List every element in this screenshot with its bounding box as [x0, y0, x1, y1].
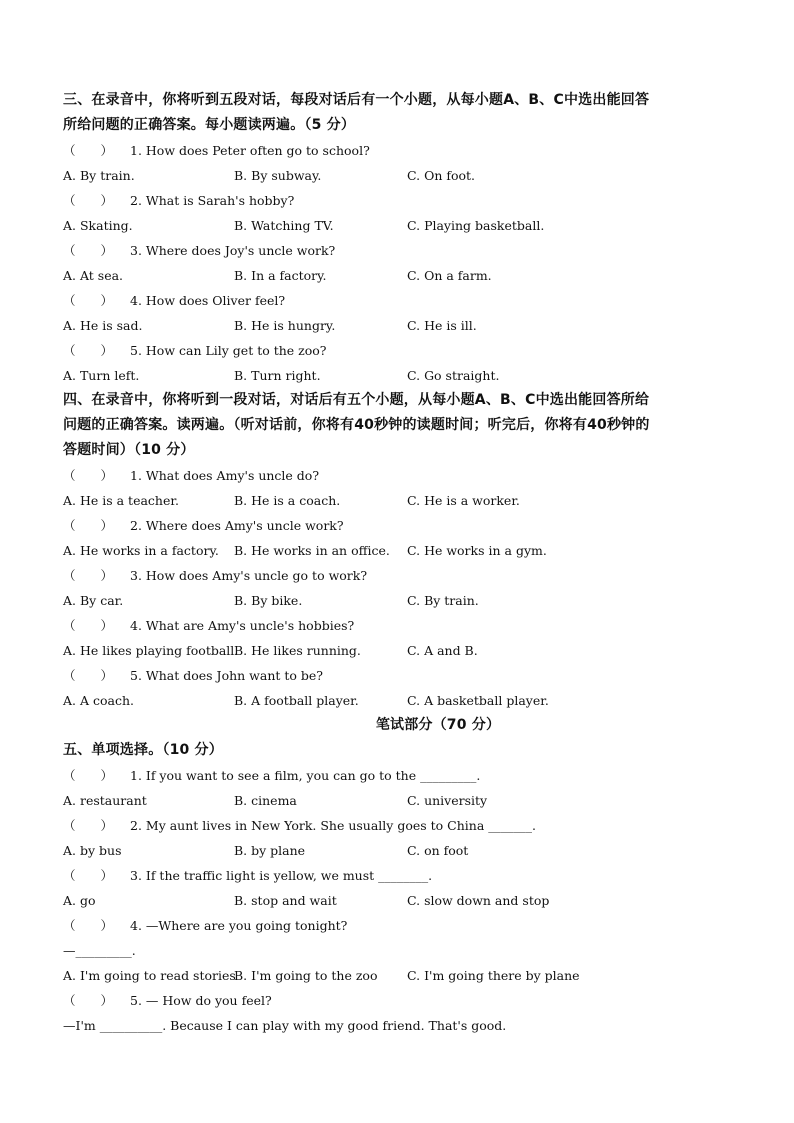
section-3 — [63, 88, 733, 388]
option-b: B. He likes running. — [234, 643, 361, 658]
option-c: C. I'm going there by plane — [407, 968, 580, 983]
option-a: A. restaurant — [63, 793, 147, 808]
question-stem: 1. If you want to see a film, you can go to the _________. — [130, 768, 481, 783]
answer-blank[interactable]: （ ） — [63, 243, 114, 258]
section-4-heading — [63, 388, 733, 463]
option-a: A. He is a teacher. — [63, 493, 179, 508]
option-a: A. I'm going to read stories — [63, 968, 236, 983]
question-stem: 3. If the traffic light is yellow, we must ________. — [130, 868, 433, 883]
question-item — [63, 463, 733, 513]
option-b: B. stop and wait — [234, 893, 337, 908]
option-c: C. slow down and stop — [407, 893, 550, 908]
question-item — [63, 188, 733, 238]
option-b: B. He is a coach. — [234, 493, 341, 508]
option-b: B. He is hungry. — [234, 318, 336, 333]
answer-blank[interactable]: （ ） — [63, 993, 114, 1008]
option-b: B. cinema — [234, 793, 297, 808]
question-stem: 1. How does Peter often go to school? — [130, 143, 370, 158]
answer-blank[interactable]: （ ） — [63, 768, 114, 783]
option-a: A. At sea. — [63, 268, 124, 283]
option-c: C. A basketball player. — [407, 693, 549, 708]
answer-blank[interactable]: （ ） — [63, 618, 114, 633]
option-c: C. On a farm. — [407, 268, 492, 283]
question-stem: 1. What does Amy's uncle do? — [130, 468, 320, 483]
option-b: B. In a factory. — [234, 268, 327, 283]
answer-blank[interactable]: （ ） — [63, 343, 114, 358]
answer-blank[interactable]: （ ） — [63, 468, 114, 483]
option-a: A. He works in a factory. — [63, 543, 219, 558]
option-c: C. A and B. — [407, 643, 478, 658]
option-a: A. He likes playing football. — [63, 643, 239, 658]
option-b: B. Watching TV. — [234, 218, 334, 233]
answer-blank[interactable]: （ ） — [63, 918, 114, 933]
option-c: C. He is ill. — [407, 318, 477, 333]
dialogue-reply: —I'm __________. Because I can play with my good friend. That's good. — [63, 1018, 507, 1033]
option-a: A. He is sad. — [63, 318, 143, 333]
dialogue-reply: —_________. — [63, 943, 136, 958]
question-stem: 2. Where does Amy's uncle work? — [130, 518, 344, 533]
option-c: C. On foot. — [407, 168, 476, 183]
option-a: A. go — [63, 893, 96, 908]
question-item — [63, 138, 733, 188]
section-5 — [63, 738, 733, 1038]
option-a: A. A coach. — [63, 693, 134, 708]
question-item — [63, 238, 733, 288]
section-3-heading-line-1: 三、在录音中，你将听到五段对话，每段对话后有一个小题，从每小题A、B、C中选出能回答 — [63, 92, 650, 108]
section-5-heading: 五、单项选择。（10 分） — [63, 742, 223, 758]
question-stem: 4. How does Oliver feel? — [130, 293, 286, 308]
question-stem: 5. How can Lily get to the zoo? — [130, 343, 327, 358]
question-stem: 4. —Where are you going tonight? — [130, 918, 348, 933]
answer-blank[interactable]: （ ） — [63, 293, 114, 308]
question-stem: 3. How does Amy's uncle go to work? — [130, 568, 368, 583]
section-3-heading-line-2: 所给问题的正确答案。每小题读两遍。（5 分） — [63, 117, 356, 133]
question-item — [63, 913, 733, 988]
question-stem: 4. What are Amy's uncle's hobbies? — [130, 618, 355, 633]
option-a: A. By train. — [63, 168, 135, 183]
option-b: B. A football player. — [234, 693, 359, 708]
question-item — [63, 863, 733, 913]
exam-page — [63, 88, 733, 1038]
answer-blank[interactable]: （ ） — [63, 818, 114, 833]
section-4 — [63, 388, 733, 713]
question-item — [63, 288, 733, 338]
option-c: C. He works in a gym. — [407, 543, 547, 558]
option-c: C. university — [407, 793, 488, 808]
question-stem: 5. — How do you feel? — [130, 993, 272, 1008]
option-a: A. by bus — [63, 843, 122, 858]
option-c: C. By train. — [407, 593, 479, 608]
option-b: B. By subway. — [234, 168, 322, 183]
question-item — [63, 338, 733, 388]
question-item — [63, 663, 733, 713]
option-a: A. Turn left. — [63, 368, 140, 383]
answer-blank[interactable]: （ ） — [63, 868, 114, 883]
option-b: B. by plane — [234, 843, 306, 858]
option-c: C. Go straight. — [407, 368, 500, 383]
question-stem: 5. What does John want to be? — [130, 668, 323, 683]
question-item — [63, 563, 733, 613]
answer-blank[interactable]: （ ） — [63, 668, 114, 683]
question-item — [63, 513, 733, 563]
option-b: B. I'm going to the zoo — [234, 968, 378, 983]
answer-blank[interactable]: （ ） — [63, 518, 114, 533]
written-part-heading: 笔试部分（70 分） — [375, 717, 501, 733]
question-item — [63, 813, 733, 863]
option-b: B. By bike. — [234, 593, 303, 608]
option-b: B. He works in an office. — [234, 543, 390, 558]
question-stem: 2. My aunt lives in New York. She usually goes to China _______. — [130, 818, 536, 833]
section-4-heading-line-1: 四、在录音中，你将听到一段对话，对话后有五个小题，从每小题A、B、C中选出能回答所给 — [63, 392, 650, 408]
question-stem: 3. Where does Joy's uncle work? — [130, 243, 336, 258]
section-3-heading — [63, 88, 733, 138]
answer-blank[interactable]: （ ） — [63, 193, 114, 208]
option-c: C. on foot — [407, 843, 469, 858]
question-stem: 2. What is Sarah's hobby? — [130, 193, 295, 208]
question-item — [63, 613, 733, 663]
question-item — [63, 988, 733, 1038]
section-4-heading-line-3: 答题时间）（10 分） — [63, 442, 195, 458]
option-c: C. Playing basketball. — [407, 218, 545, 233]
answer-blank[interactable]: （ ） — [63, 143, 114, 158]
answer-blank[interactable]: （ ） — [63, 568, 114, 583]
section-4-heading-line-2: 问题的正确答案。读两遍。（听对话前，你将有40秒钟的读题时间；听完后，你将有40秒钟的 — [63, 417, 650, 433]
option-b: B. Turn right. — [234, 368, 321, 383]
option-c: C. He is a worker. — [407, 493, 520, 508]
question-item — [63, 763, 733, 813]
option-a: A. By car. — [63, 593, 124, 608]
option-a: A. Skating. — [63, 218, 133, 233]
